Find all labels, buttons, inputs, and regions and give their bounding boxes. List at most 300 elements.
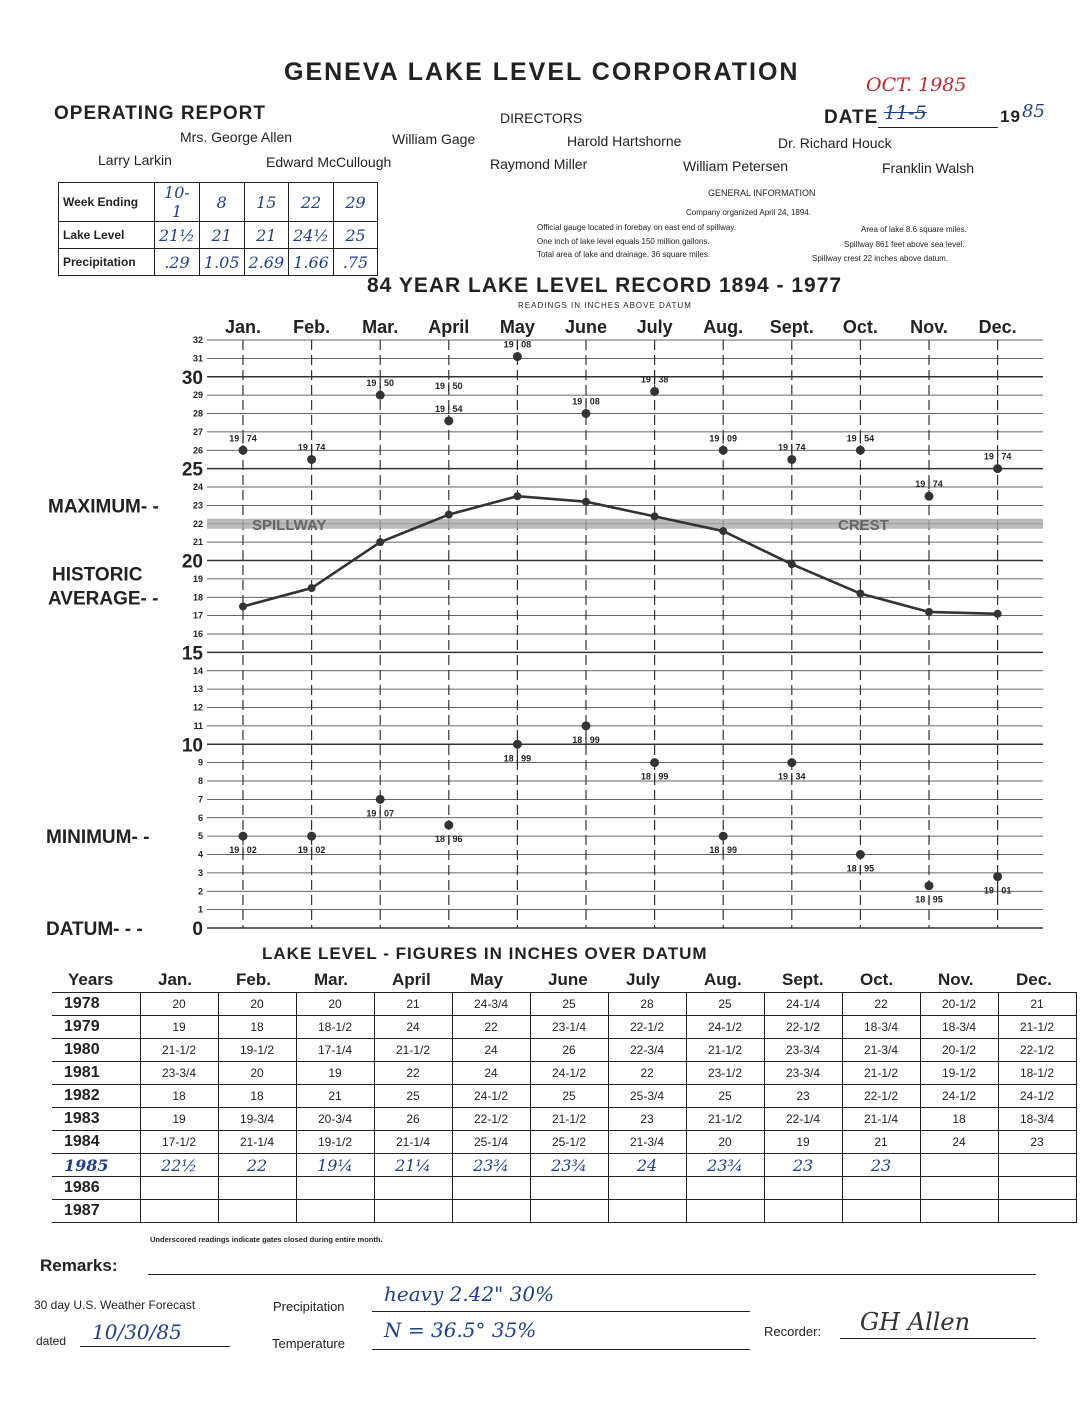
record-low-point xyxy=(719,832,728,841)
record-low-year: 18 | 99 xyxy=(640,771,669,782)
directors-label: DIRECTORS xyxy=(500,110,583,126)
report-title: OPERATING REPORT xyxy=(54,103,266,124)
record-high-point xyxy=(787,455,796,464)
maximum-label: MAXIMUM- - xyxy=(48,496,159,518)
level-cell: 19-1/2 xyxy=(218,1039,296,1062)
level-cell: 24-1/2 xyxy=(530,1062,608,1085)
level-cell: 22-3/4 xyxy=(608,1039,686,1062)
director-name: Dr. Richard Houck xyxy=(778,135,892,151)
precipitation-cell: .29 xyxy=(155,249,200,276)
y-tick-label: 29 xyxy=(192,390,203,401)
level-cell: 25 xyxy=(374,1085,452,1108)
level-cell: 22 xyxy=(374,1062,452,1085)
level-cell: 22-1/2 xyxy=(842,1085,920,1108)
level-cell: 24-1/2 xyxy=(686,1016,764,1039)
record-high-year: 19 | 74 xyxy=(229,433,257,444)
record-high-point xyxy=(719,446,728,455)
level-cell xyxy=(452,1200,530,1223)
level-cell: 25 xyxy=(686,993,764,1016)
record-low-point xyxy=(239,832,248,841)
level-cell: 21-1/2 xyxy=(530,1108,608,1131)
record-low-point xyxy=(993,872,1002,881)
y-tick-label: 8 xyxy=(197,776,203,786)
level-cell: 21-1/4 xyxy=(842,1108,920,1131)
level-cell: 25 xyxy=(686,1085,764,1108)
record-high-year: 19 | 74 xyxy=(297,442,326,453)
level-cell: 22-1/4 xyxy=(764,1108,842,1131)
precipitation-cell: 2.69 xyxy=(244,249,289,276)
level-cell xyxy=(218,1200,296,1223)
year-cell: 1987 xyxy=(52,1200,140,1223)
y-tick-label: 10 xyxy=(181,735,203,757)
month-header: Oct. xyxy=(860,970,894,989)
director-name: Franklin Walsh xyxy=(882,160,975,176)
y-tick-label: 15 xyxy=(181,643,203,665)
director-name: William Petersen xyxy=(683,158,789,174)
month-header: June xyxy=(548,970,588,989)
level-cell: 19 xyxy=(140,1016,218,1039)
date-note: OCT. 1985 xyxy=(866,74,967,96)
historic-average-line xyxy=(243,496,998,614)
month-header: April xyxy=(392,970,431,989)
average-point xyxy=(445,511,453,519)
year-cell: 1984 xyxy=(52,1131,140,1154)
level-cell: 26 xyxy=(530,1039,608,1062)
record-high-year: 19 | 54 xyxy=(435,403,463,414)
chart-title: 84 YEAR LAKE LEVEL RECORD 1894 - 1977 xyxy=(367,274,843,297)
level-cell: 18-3/4 xyxy=(920,1016,998,1039)
level-cell: 20-1/2 xyxy=(920,1039,998,1062)
x-tick-label: Mar. xyxy=(362,317,399,337)
general-info-line: Area of lake 8.6 square miles. xyxy=(861,225,967,234)
level-cell: 24 xyxy=(374,1016,452,1039)
y-tick-label: 1 xyxy=(197,904,203,915)
level-cell: 22 xyxy=(608,1062,686,1085)
y-tick-label: 20 xyxy=(181,551,203,573)
level-cell: 22-1/2 xyxy=(608,1016,686,1039)
forecast-label: 30 day U.S. Weather Forecast xyxy=(34,1298,196,1312)
level-cell: 26 xyxy=(374,1108,452,1131)
level-cell: 23 xyxy=(764,1085,842,1108)
y-tick-label: 30 xyxy=(181,367,203,389)
date-value: 11-5 xyxy=(884,102,927,124)
record-low-year: 18 | 99 xyxy=(709,845,737,856)
record-high-point xyxy=(444,416,453,425)
level-cell xyxy=(842,1177,920,1200)
levels-table-title: LAKE LEVEL - FIGURES IN INCHES OVER DATUM xyxy=(262,944,708,963)
general-info-title: GENERAL INFORMATION xyxy=(708,188,816,198)
level-cell xyxy=(920,1177,998,1200)
level-cell: 18-3/4 xyxy=(998,1108,1076,1131)
record-low-year: 19 | 01 xyxy=(983,885,1012,896)
y-tick-label: 19 xyxy=(192,573,203,584)
x-tick-label: Aug. xyxy=(703,317,744,337)
general-info-line: Official gauge located in forebay on east end of spillway. xyxy=(537,223,736,232)
level-cell: 20 xyxy=(296,993,374,1016)
level-cell: 19-1/2 xyxy=(296,1131,374,1154)
level-cell xyxy=(686,1200,764,1223)
y-tick-label: 6 xyxy=(197,812,203,823)
level-cell xyxy=(530,1200,608,1223)
level-cell: 19 xyxy=(140,1108,218,1131)
level-cell: 21-1/2 xyxy=(686,1108,764,1131)
level-cell: 23 xyxy=(764,1154,842,1177)
year-cell: 1983 xyxy=(52,1108,140,1131)
row-label: Precipitation xyxy=(59,249,155,276)
dated-label: dated xyxy=(36,1334,67,1348)
record-high-point xyxy=(307,455,316,464)
level-cell xyxy=(296,1177,374,1200)
lake-level-cell: 25 xyxy=(334,222,378,249)
general-info-line: Spillway crest 22 inches above datum. xyxy=(812,254,949,263)
x-tick-label: Jan. xyxy=(224,317,262,337)
general-info-line: Total area of lake and drainage, 36 square miles. xyxy=(537,250,710,259)
level-cell: 18-3/4 xyxy=(842,1016,920,1039)
level-cell xyxy=(998,1200,1076,1223)
level-cell xyxy=(686,1177,764,1200)
level-cell: 25-1/4 xyxy=(452,1131,530,1154)
level-cell: 22 xyxy=(452,1016,530,1039)
crest-label: CREST xyxy=(838,516,889,534)
row-label: Week Ending xyxy=(59,183,155,222)
level-cell: 20-3/4 xyxy=(296,1108,374,1131)
y-tick-label: 24 xyxy=(192,482,203,492)
table-row xyxy=(52,1062,1076,1085)
historic-label: HISTORIC xyxy=(52,564,143,586)
x-tick-label: Sept. xyxy=(769,317,814,337)
level-cell: 19¼ xyxy=(296,1154,374,1177)
precipitation-label: Precipitation xyxy=(273,1299,345,1314)
level-cell xyxy=(530,1177,608,1200)
y-tick-label: 14 xyxy=(192,665,203,676)
average-point xyxy=(925,608,933,616)
level-cell: 24 xyxy=(920,1131,998,1154)
x-tick-label: June xyxy=(564,317,608,337)
average-point xyxy=(582,498,590,506)
x-tick-label: July xyxy=(636,317,673,337)
table-row xyxy=(52,1108,1076,1131)
table-row xyxy=(52,1131,1076,1154)
temperature-label: Temperature xyxy=(272,1336,345,1351)
level-cell xyxy=(764,1177,842,1200)
y-tick-label: 12 xyxy=(192,702,203,713)
levels-table xyxy=(52,992,1077,1223)
level-cell: 22 xyxy=(842,993,920,1016)
level-cell xyxy=(764,1200,842,1223)
level-cell: 20-1/2 xyxy=(920,993,998,1016)
level-cell: 17-1/4 xyxy=(296,1039,374,1062)
month-header: Mar. xyxy=(314,970,349,989)
record-high-year: 19 | 09 xyxy=(709,433,737,444)
record-high-year: 19 | 38 xyxy=(640,374,669,385)
director-name: Raymond Miller xyxy=(490,156,588,172)
y-tick-label: 22 xyxy=(192,518,203,529)
record-low-point xyxy=(444,821,453,830)
level-cell: 23¾ xyxy=(452,1154,530,1177)
x-tick-label: April xyxy=(428,317,470,337)
record-low-year: 18 | 96 xyxy=(435,834,463,845)
level-cell: 22-1/2 xyxy=(452,1108,530,1131)
level-cell xyxy=(920,1154,998,1177)
spillway-band xyxy=(207,519,1043,529)
record-low-point xyxy=(856,850,865,859)
level-cell: 23¾ xyxy=(530,1154,608,1177)
general-info-line: Spillway 861 feet above sea level. xyxy=(844,240,965,249)
y-tick-label: 2 xyxy=(197,886,203,897)
level-cell: 23 xyxy=(998,1131,1076,1154)
level-cell xyxy=(218,1177,296,1200)
level-cell: 22½ xyxy=(140,1154,218,1177)
table-row xyxy=(52,1016,1076,1039)
level-cell: 21 xyxy=(296,1085,374,1108)
y-tick-label: 28 xyxy=(192,408,203,419)
level-cell: 21-1/2 xyxy=(998,1016,1076,1039)
level-cell: 21 xyxy=(842,1131,920,1154)
average-label: AVERAGE- - xyxy=(48,588,159,610)
record-low-year: 19 | 07 xyxy=(366,808,394,819)
record-low-point xyxy=(376,795,385,804)
level-cell xyxy=(608,1177,686,1200)
week-ending-cell: 10-1 xyxy=(155,183,200,222)
average-point xyxy=(376,538,384,546)
level-cell: 24 xyxy=(452,1062,530,1085)
level-cell xyxy=(374,1177,452,1200)
record-low-point xyxy=(787,758,796,767)
average-point xyxy=(651,512,659,520)
level-cell: 24 xyxy=(452,1039,530,1062)
record-high-year: 19 | 08 xyxy=(503,339,532,350)
y-tick-label: 0 xyxy=(192,919,203,940)
precipitation-cell: .75 xyxy=(334,249,378,276)
level-cell: 21-3/4 xyxy=(608,1131,686,1154)
company-title: GENEVA LAKE LEVEL CORPORATION xyxy=(284,58,800,86)
month-header: Feb. xyxy=(236,970,271,989)
remarks-label: Remarks: xyxy=(40,1256,118,1275)
level-cell: 24-1/2 xyxy=(920,1085,998,1108)
date-year-prefix: 19 xyxy=(1000,107,1021,126)
record-low-year: 18 | 95 xyxy=(846,863,875,874)
record-low-year: 19 | 02 xyxy=(297,845,326,856)
level-cell: 18-1/2 xyxy=(296,1016,374,1039)
record-low-year: 18 | 99 xyxy=(572,734,600,745)
month-header: Nov. xyxy=(938,970,974,989)
level-cell: 24-1/2 xyxy=(452,1085,530,1108)
year-cell: 1978 xyxy=(52,993,140,1016)
y-tick-label: 32 xyxy=(192,335,203,345)
level-cell: 25-3/4 xyxy=(608,1085,686,1108)
lake-level-cell: 21½ xyxy=(155,222,200,249)
record-high-point xyxy=(513,352,522,361)
level-cell: 18 xyxy=(218,1085,296,1108)
level-cell: 19-1/2 xyxy=(920,1062,998,1085)
years-header: Years xyxy=(68,970,114,989)
average-point xyxy=(513,492,521,500)
table-row xyxy=(52,1039,1076,1062)
level-cell: 21-1/4 xyxy=(374,1131,452,1154)
level-cell: 20 xyxy=(218,1062,296,1085)
level-cell xyxy=(998,1177,1076,1200)
week-ending-cell: 29 xyxy=(334,183,378,222)
month-header: May xyxy=(470,970,504,989)
director-name: Harold Hartshorne xyxy=(567,133,682,149)
level-cell xyxy=(998,1154,1076,1177)
year-cell: 1979 xyxy=(52,1016,140,1039)
temperature-value: N = 36.5° 35% xyxy=(384,1318,537,1342)
y-tick-label: 13 xyxy=(192,684,203,695)
level-cell xyxy=(920,1200,998,1223)
lake-level-cell: 21 xyxy=(244,222,289,249)
level-cell: 22-1/2 xyxy=(764,1016,842,1039)
table-row xyxy=(52,1177,1076,1200)
month-header: Aug. xyxy=(704,970,742,989)
level-cell: 19 xyxy=(764,1131,842,1154)
level-cell: 23-3/4 xyxy=(140,1062,218,1085)
level-cell: 25 xyxy=(530,993,608,1016)
week-ending-cell: 8 xyxy=(199,183,244,222)
record-high-point xyxy=(993,464,1002,473)
level-cell xyxy=(608,1200,686,1223)
precipitation-value: heavy 2.42" 30% xyxy=(384,1282,555,1306)
lake-level-cell: 21 xyxy=(199,222,244,249)
record-high-point xyxy=(925,492,934,501)
level-cell: 21-1/2 xyxy=(374,1039,452,1062)
level-cell xyxy=(452,1177,530,1200)
level-cell: 21 xyxy=(374,993,452,1016)
date-label: DATE xyxy=(824,107,879,128)
level-cell: 21-3/4 xyxy=(842,1039,920,1062)
level-cell: 19-3/4 xyxy=(218,1108,296,1131)
director-name: Larry Larkin xyxy=(98,152,172,168)
level-cell: 22 xyxy=(218,1154,296,1177)
record-low-point xyxy=(925,881,934,890)
y-tick-label: 27 xyxy=(192,426,203,437)
level-cell: 23-1/4 xyxy=(530,1016,608,1039)
y-tick-label: 17 xyxy=(192,610,203,621)
level-cell: 23-3/4 xyxy=(764,1062,842,1085)
table-row xyxy=(52,1085,1076,1108)
spillway-label: SPILLWAY xyxy=(252,516,327,534)
record-low-point xyxy=(582,721,591,730)
level-cell: 19 xyxy=(296,1062,374,1085)
table-footnote: Underscored readings indicate gates closed during entire month. xyxy=(150,1235,383,1244)
y-tick-label: 7 xyxy=(197,794,203,805)
y-tick-label: 3 xyxy=(197,867,203,878)
level-cell: 21¼ xyxy=(374,1154,452,1177)
x-tick-label: May xyxy=(499,317,535,337)
level-cell: 23-3/4 xyxy=(764,1039,842,1062)
average-point xyxy=(788,560,796,568)
level-cell: 23¾ xyxy=(686,1154,764,1177)
level-cell: 28 xyxy=(608,993,686,1016)
level-cell: 23 xyxy=(608,1108,686,1131)
level-cell: 23-1/2 xyxy=(686,1062,764,1085)
general-info-line: Company organized April 24, 1894. xyxy=(686,208,811,217)
record-high-point xyxy=(582,409,591,418)
director-name: Edward McCullough xyxy=(266,154,392,170)
record-high-year: 19 | 50 xyxy=(366,378,394,389)
level-cell: 18 xyxy=(140,1085,218,1108)
y-tick-label: 5 xyxy=(197,831,203,842)
month-header: Dec. xyxy=(1016,970,1052,989)
level-cell: 22-1/2 xyxy=(998,1039,1076,1062)
x-tick-label: Nov. xyxy=(910,317,948,337)
y-tick-label: 18 xyxy=(192,592,203,603)
record-low-point xyxy=(650,758,659,767)
level-cell: 25 xyxy=(530,1085,608,1108)
table-row xyxy=(52,993,1076,1016)
level-cell: 18 xyxy=(920,1108,998,1131)
level-cell: 18 xyxy=(218,1016,296,1039)
level-cell: 21-1/2 xyxy=(140,1039,218,1062)
level-cell: 20 xyxy=(140,993,218,1016)
record-high-year: 19 | 74 xyxy=(983,451,1012,462)
average-point xyxy=(719,527,727,535)
precipitation-cell: 1.05 xyxy=(199,249,244,276)
record-high-point xyxy=(376,391,385,400)
level-cell: 17-1/2 xyxy=(140,1131,218,1154)
year-cell: 1981 xyxy=(52,1062,140,1085)
record-low-point xyxy=(513,740,522,749)
level-cell xyxy=(140,1177,218,1200)
record-high-point xyxy=(856,446,865,455)
average-point xyxy=(239,602,247,610)
level-cell: 21 xyxy=(998,993,1076,1016)
director-name: Mrs. George Allen xyxy=(180,129,293,145)
table-row xyxy=(52,1154,1076,1177)
x-tick-label: Oct. xyxy=(842,317,878,337)
y-tick-label: 16 xyxy=(192,629,203,639)
table-row xyxy=(52,1200,1076,1223)
average-point xyxy=(856,590,864,598)
level-cell xyxy=(140,1200,218,1223)
level-cell: 21-1/2 xyxy=(686,1039,764,1062)
level-cell: 20 xyxy=(686,1131,764,1154)
precipitation-cell: 1.66 xyxy=(289,249,334,276)
level-cell: 24-1/4 xyxy=(764,993,842,1016)
y-tick-label: 21 xyxy=(192,537,203,548)
level-cell: 18-1/2 xyxy=(998,1062,1076,1085)
level-cell xyxy=(374,1200,452,1223)
level-cell xyxy=(842,1200,920,1223)
x-tick-label: Dec. xyxy=(978,317,1017,337)
y-tick-label: 26 xyxy=(192,445,203,456)
level-cell xyxy=(296,1200,374,1223)
datum-label: DATUM- - - xyxy=(46,919,143,940)
average-point xyxy=(308,584,316,592)
level-cell: 21-1/2 xyxy=(842,1062,920,1085)
record-low-year: 19 | 02 xyxy=(229,845,257,856)
y-tick-label: 4 xyxy=(197,849,203,860)
level-cell: 24-3/4 xyxy=(452,993,530,1016)
y-tick-label: 11 xyxy=(193,720,203,731)
y-tick-label: 23 xyxy=(192,500,203,511)
record-low-year: 18 | 99 xyxy=(503,753,532,764)
month-header: Jan. xyxy=(158,970,193,989)
year-cell: 1982 xyxy=(52,1085,140,1108)
level-cell: 20 xyxy=(218,993,296,1016)
dated-value: 10/30/85 xyxy=(92,1320,182,1344)
level-cell: 21-1/4 xyxy=(218,1131,296,1154)
week-ending-cell: 22 xyxy=(289,183,334,222)
record-high-year: 19 | 50 xyxy=(435,381,463,392)
year-cell: 1985 xyxy=(52,1154,140,1177)
director-name: William Gage xyxy=(392,131,476,147)
y-tick-label: 25 xyxy=(181,459,203,481)
record-low-year: 18 | 95 xyxy=(915,894,943,905)
week-ending-cell: 15 xyxy=(244,183,289,222)
level-cell: 24 xyxy=(608,1154,686,1177)
date-year-suffix: 85 xyxy=(1022,101,1045,122)
